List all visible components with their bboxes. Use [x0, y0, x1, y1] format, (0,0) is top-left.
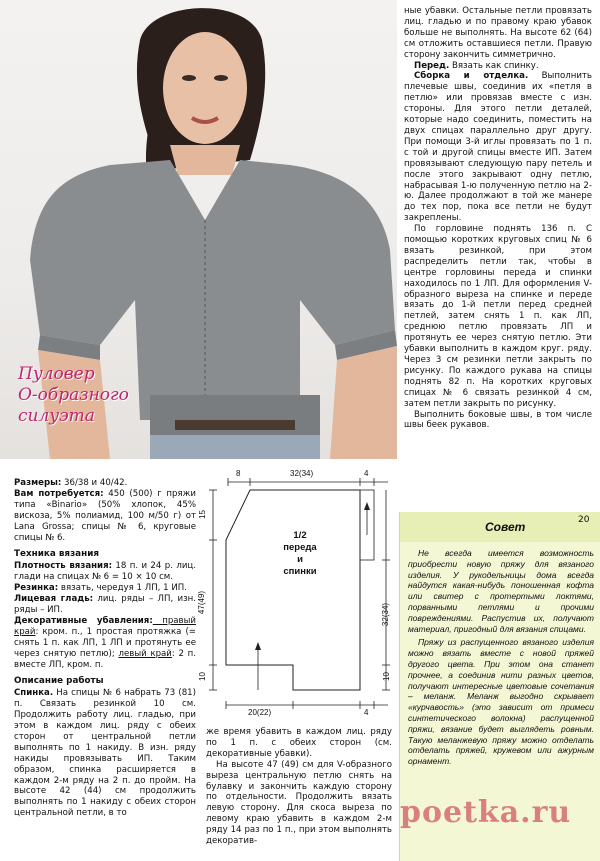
advice-title: Совет — [485, 520, 526, 534]
front-label: Перед. — [414, 60, 450, 71]
rib-label: Резинка: — [14, 583, 59, 594]
work-heading: Описание работы — [14, 676, 104, 687]
center-line-4: спинки — [283, 566, 317, 577]
dim-top-right: 4 — [364, 469, 369, 478]
dim-left-top: 15 — [197, 510, 207, 519]
decrease-right-edge: правый край — [14, 615, 196, 637]
assembly-paragraph — [404, 71, 592, 224]
photo-title-line-2: О-образного — [18, 385, 129, 405]
materials-value: 450 (500) г пряжи типа «Binario» (50% хлопок, 45% вискоза, 5% полиамид, 100 м/50 г) от Lana Grossa; спицы № 6, круговые спицы № 6. — [14, 488, 196, 543]
back-label: Спинка. — [14, 688, 54, 699]
photo-title — [18, 364, 218, 427]
back-text: На спицы № 6 набрать 73 (81) п. Связать резинкой 10 см. Продолжить работу лиц. гладью, при этом в каждом лиц. ряду с обеих сторон от центральной петли выполнять по 1 накиду. В изн. ряду накиды провязывать ИП. Таким образом, спинка расширяется в каждом 2-м ряду на 2 п. до пройм. На высоте 42 (44) см продолжить выполнять по 1 накиду с обеих сторон центральной петли, в то — [14, 688, 196, 819]
materials-label: Вам потребуется: — [14, 488, 104, 499]
sizes-paragraph — [14, 478, 196, 489]
decrease-right-text: : кром. п., 1 простая протяжка (= снять 1 п. как ЛП, 1 ЛП и протянуть ее через снятую петлю); — [14, 626, 196, 659]
dim-left-mid: 47(49) — [197, 590, 207, 615]
photo-title-line-3: силуэта — [18, 406, 95, 426]
decrease-label: Декоративные убавления: — [14, 615, 153, 626]
pattern-schematic — [198, 470, 396, 725]
density-paragraph — [14, 561, 196, 583]
dim-right-mid: 32(34) — [381, 602, 391, 627]
photo-title-line-1: Пуловер — [18, 364, 95, 384]
dim-bottom-right: 4 — [364, 708, 369, 717]
stockinette-label: Лицевая гладь: — [14, 594, 94, 605]
decrease-left-edge: левый край — [118, 648, 172, 659]
right-column-text — [404, 6, 592, 431]
dim-bottom-mid: 20(22) — [248, 708, 272, 717]
dim-top-left: 8 — [236, 469, 241, 478]
rib-paragraph — [14, 583, 196, 594]
stockinette-value: лиц. ряды – ЛП, изн. ряды – ИП. — [14, 594, 196, 615]
pattern-diagram — [198, 470, 396, 725]
assembly-text: Выполнить плечевые швы, соединив их «петля в петлю» или провязав вместе с изн. стороны. Для этого петли деталей, которые надо соединить, поместить на двух спицах параллельно друг другу. При помощи 3-й иглы провязать по 1 п. с той и другой спицы вместе ИП. Затем провязывают следующую пару петель и после этого закрывают одну петлю, набрасывая 1-ю полученную петлю на 2-ю. Далее продолжают в той же манере до тех пор, пока все петли не будут закреплены. — [404, 71, 592, 224]
middle-column-text — [206, 727, 392, 847]
technique-heading: Техника вязания — [14, 549, 100, 560]
rib-value: вязать, чередуя 1 ЛП, 1 ИП. — [58, 583, 187, 594]
density-value: 18 п. и 24 р. лиц. глади на спицах № 6 = 10 × 10 см. — [14, 561, 196, 583]
center-line-3: и — [297, 554, 303, 565]
stockinette-paragraph — [14, 594, 196, 616]
front-text: Вязать как спинку. — [449, 60, 539, 71]
model-photo — [0, 0, 397, 459]
decrease-left-text: : 2 п. вместе ЛП, кром. п. — [14, 648, 196, 670]
front-paragraph — [404, 61, 592, 72]
back-paragraph — [14, 688, 196, 819]
decrease-paragraph — [14, 616, 196, 671]
dim-right-bot: 10 — [381, 672, 391, 681]
advice-paragraph-1: Не всегда имеется возможность приобрести новую пряжу для вязаного изделия. У рукодельницы дома всегда найдутся какая-нибудь поношенная кофта или свитер с протертыми локтями, порванными петлями и прочими повреждениями. Распустив их, получают материал, пригодный для вязания спицами. — [408, 548, 594, 634]
side-seams-paragraph: Выполнить боковые швы, в том числе швы беек рукавов. — [404, 409, 592, 431]
sizes-value: 36/38 и 40/42. — [61, 478, 128, 488]
dim-top-mid: 32(34) — [290, 469, 314, 478]
middle-paragraph-2: На высоте 47 (49) см для V-образного выреза центральную петлю снять на булавку и закончить каждую сторону по отдельности. Продолжить вязать левую сторону. Для скоса выреза по левому краю убавить в каждом 2-м ряду 14 раз по 1 п., при этом выполнять декоратив- — [206, 759, 392, 847]
center-line-2: переда — [283, 542, 317, 553]
center-line-1: 1/2 — [293, 530, 307, 541]
assembly-label: Сборка и отделка. — [414, 71, 529, 82]
density-label: Плотность вязания: — [14, 561, 113, 572]
middle-paragraph-1: же время убавить в каждом лиц. ряду по 1 п. с обеих сторон (см. декоративные убавки). — [206, 727, 392, 759]
diagram-center-label — [270, 530, 330, 578]
materials-paragraph — [14, 489, 196, 544]
advice-header — [400, 512, 600, 542]
neckline-paragraph: По горловине поднять 136 п. С помощью коротких круговых спиц № 6 вязать резинкой, при этом распределить петли так, чтобы в центре горловины переда и спинки находилось по 1 ЛП. Для оформления V-образного выреза на спинке и переде вязать до 1-й петли перед средней петлей, затем снять 1 п. как ЛП, среднюю петлю провязать ЛП и протянуть ее через снятую петлю. Эти убавки выполнить в каждом круг. ряду. Через 3 см резинки петли закрыть по рисунку. По каждого рукава на спицы поднять 82 п. На коротких круговых спицах № 6 связать резинкой 4 см, затем петли закрыть по рисунку. — [404, 224, 592, 409]
paragraph-continuation: ные убавки. Остальные петли провязать лиц. гладью и по правому краю убавок больше не выполнять. На высоте 62 (64) см отложить оставшиеся петли. Правую сторону закончить симметрично. — [404, 6, 592, 60]
sizes-label: Размеры: — [14, 478, 62, 488]
left-column-text — [14, 478, 196, 819]
advice-paragraph-2: Пряжу из распущенного вязаного изделия можно вязать вместе с новой пряжей другого цвета. При этом она станет прочнее, а соединив нити разных цветов, получают интересные цветовые сочетания – меланж. Меланж выгодно скрывает «курчавость» (это зависит от примеси синтетического волокна) распущенной пряжи, вязание будет выглядеть ровным. Такую меланжевую пряжу можно отделать отделать пряжей, кружевом или ажурным орнамент. — [408, 637, 594, 767]
advice-body — [408, 548, 594, 770]
dim-left-bot: 10 — [197, 672, 207, 681]
watermark: poetka.ru — [400, 795, 572, 830]
page-marker: 20 — [578, 515, 590, 525]
